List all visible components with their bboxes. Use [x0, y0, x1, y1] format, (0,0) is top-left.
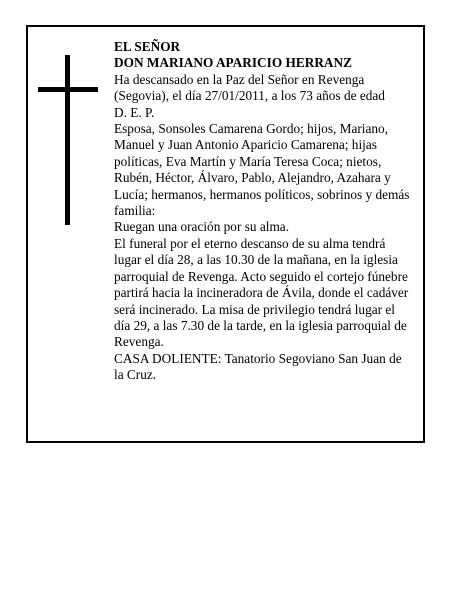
notice-text: [114, 39, 420, 384]
body-line: familia:: [114, 203, 156, 219]
body-line: la Cruz.: [114, 367, 157, 383]
body-line: día 29, a las 7.30 de la tarde, en la iglesia parroquial de: [114, 317, 407, 333]
obituary-notice: [26, 25, 425, 443]
body-line: Lucía; hermanos, hermanos políticos, sobrinos y demás: [114, 186, 410, 202]
cross-vertical-bar: [65, 55, 70, 225]
body-line: CASA DOLIENTE: Tanatorio Segoviano San Juan de: [114, 350, 402, 366]
cross-horizontal-bar: [38, 87, 98, 92]
body-line: Revenga.: [114, 334, 164, 350]
heading-line: EL SEÑOR: [114, 39, 181, 54]
heading-line: DON MARIANO APARICIO HERRANZ: [114, 55, 352, 71]
body-line: Manuel y Juan Antonio Aparicio Camarena; hijas: [114, 137, 377, 153]
body-line: Rubén, Héctor, Álvaro, Pablo, Alejandro, Azahara y: [114, 170, 391, 186]
body-line: políticas, Eva Martín y María Teresa Coca; nietos,: [114, 153, 382, 169]
body-line: Esposa, Sonsoles Camarena Gordo; hijos, Mariano,: [114, 121, 389, 137]
body-line: será incinerado. La misa de privilegio tendrá lugar el: [114, 301, 395, 317]
body-line: El funeral por el eterno descanso de su alma tendrá: [114, 235, 386, 251]
body-line: (Segovia), el día 27/01/2011, a los 73 años de edad: [114, 88, 385, 104]
body-line: lugar el día 28, a las 10.30 de la mañana, en la iglesia: [114, 252, 398, 268]
body-line: Ha descansado en la Paz del Señor en Revenga: [114, 71, 365, 87]
body-line: Ruegan una oración por su alma.: [114, 219, 290, 235]
body-line: parroquial de Revenga. Acto seguido el cortejo fúnebre: [114, 268, 408, 284]
body-line: partirá hacia la incineradora de Ávila, donde el cadáver: [114, 285, 409, 301]
cross-icon: [38, 55, 100, 227]
body-line: D. E. P.: [114, 104, 155, 120]
